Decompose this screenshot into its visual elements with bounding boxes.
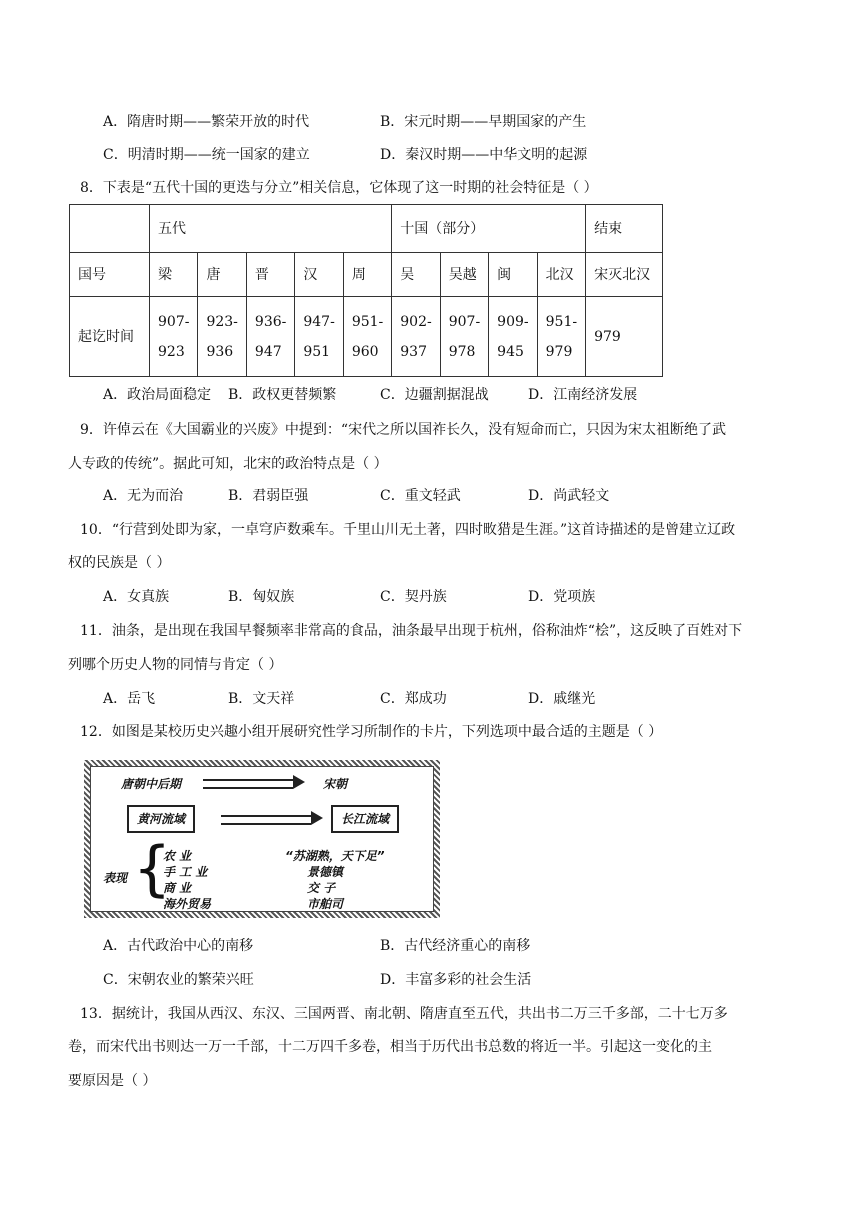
table-row-label: 起讫时间	[70, 297, 150, 377]
q10-stem-1: 10．“行营到处即为家，一卓穹庐数乘车。千里山川无土著，四时畋猎是生涯。”这首诗描述的是曾建立辽政	[80, 522, 736, 538]
card-to-period: 宋朝	[323, 777, 348, 791]
q13-stem-3: 要原因是（ ）	[68, 1073, 157, 1089]
card-fact: 交 子	[307, 881, 336, 895]
q10-option-d: D．党项族	[528, 589, 596, 605]
table-cell: 951- 979	[537, 297, 585, 377]
q10-option-b: B．匈奴族	[228, 589, 295, 605]
table-cell: 979	[586, 297, 663, 377]
q13-stem-2: 卷，而宋代出书则达一万一千部，十二万四千多卷，相当于历代出书总数的将近一半。引起这一变化的主	[68, 1039, 712, 1055]
table-cell: 907- 978	[440, 297, 488, 377]
table-cell: 936- 947	[246, 297, 294, 377]
table-cell: 汉	[295, 253, 343, 297]
q7-option-a: A．隋唐时期——繁荣开放的时代	[103, 114, 310, 130]
q11-option-c: C．郑成功	[380, 691, 447, 707]
card-fact: 市舶司	[307, 897, 344, 911]
q12-stem: 12．如图是某校历史兴趣小组开展研究性学习所制作的卡片，下列选项中最合适的主题是（ ）	[80, 724, 663, 740]
arrow-right-icon	[203, 779, 293, 789]
q7-option-d: D．秦汉时期——中华文明的起源	[380, 147, 588, 163]
table-cell: 951- 960	[343, 297, 391, 377]
card-item: 商 业	[163, 881, 192, 895]
table-cell: 吴越	[440, 253, 488, 297]
q8-option-d: D．江南经济发展	[528, 387, 638, 403]
q13-stem-1: 13．据统计，我国从西汉、东汉、三国两晋、南北朝、隋唐直至五代，共出书二万三千多部，二十七万多	[80, 1006, 728, 1022]
table-corner	[70, 205, 150, 253]
table-cell: 晋	[246, 253, 294, 297]
q9-stem-1: 9．许倬云在《大国霸业的兴废》中提到：“宋代之所以国祚长久，没有短命而亡，只因为宋太祖断绝了武	[80, 422, 727, 438]
card-fact: 景德镇	[307, 865, 344, 879]
card-to-region: 长江流域	[331, 805, 399, 833]
q11-stem-1: 11．油条，是出现在我国早餐频率非常高的食品，油条最早出现于杭州，俗称油炸“桧”，这反映了百姓对下	[80, 623, 743, 639]
q8-option-c: C．边疆割据混战	[380, 387, 489, 403]
table-cell: 902- 937	[392, 297, 440, 377]
q12-card-figure	[84, 760, 440, 918]
q11-option-d: D．戚继光	[528, 691, 596, 707]
q7-option-c: C．明清时期——统一国家的建立	[103, 147, 310, 163]
q9-stem-2: 人专政的传统”。据此可知，北宋的政治特点是（ ）	[68, 456, 388, 472]
q9-option-a: A．无为而治	[103, 488, 184, 504]
q9-option-d: D．尚武轻文	[528, 488, 610, 504]
table-cell: 吴	[392, 253, 440, 297]
table-cell: 923- 936	[198, 297, 246, 377]
table-row-label: 国号	[70, 253, 150, 297]
q12-option-c: C．宋朝农业的繁荣兴旺	[103, 972, 254, 988]
q12-option-a: A．古代政治中心的南移	[103, 938, 254, 954]
table-header-end: 结束	[586, 205, 663, 253]
card-fact: “苏湖熟，天下足”	[285, 849, 385, 863]
card-from-period: 唐朝中后期	[121, 777, 182, 791]
table-cell: 907- 923	[150, 297, 198, 377]
table-cell: 909- 945	[489, 297, 537, 377]
q9-option-c: C．重文轻武	[380, 488, 461, 504]
q11-stem-2: 列哪个历史人物的同情与肯定（ ）	[68, 657, 283, 673]
q8-stem: 8．下表是“五代十国的更迭与分立”相关信息，它体现了这一时期的社会特征是（ ）	[80, 180, 598, 196]
card-item: 海外贸易	[163, 897, 212, 911]
card-from-region: 黄河流域	[127, 805, 195, 833]
table-cell: 闽	[489, 253, 537, 297]
q12-option-b: B．古代经济重心的南移	[380, 938, 531, 954]
q9-option-b: B．君弱臣强	[228, 488, 309, 504]
q11-option-a: A．岳飞	[103, 691, 156, 707]
arrow-right-icon	[221, 815, 311, 825]
card-label: 表现	[103, 871, 128, 885]
table-cell: 周	[343, 253, 391, 297]
brace-icon: {	[133, 834, 172, 904]
table-header-shiguo: 十国（部分）	[392, 205, 586, 253]
table-cell: 北汉	[537, 253, 585, 297]
table-cell: 唐	[198, 253, 246, 297]
card-item: 农 业	[163, 849, 192, 863]
q10-stem-2: 权的民族是（ ）	[68, 555, 171, 571]
q8-option-a: A．政治局面稳定	[103, 387, 212, 403]
table-header-wudai: 五代	[150, 205, 392, 253]
q8-table	[69, 204, 663, 377]
q8-option-b: B．政权更替频繁	[228, 387, 337, 403]
table-cell: 宋灭北汉	[586, 253, 663, 297]
q12-option-d: D．丰富多彩的社会生活	[380, 972, 532, 988]
q11-option-b: B．文天祥	[228, 691, 295, 707]
q7-option-b: B．宋元时期——早期国家的产生	[380, 114, 587, 130]
card-item: 手 工 业	[163, 865, 208, 879]
table-cell: 947- 951	[295, 297, 343, 377]
q10-option-c: C．契丹族	[380, 589, 447, 605]
table-cell: 梁	[150, 253, 198, 297]
q10-option-a: A．女真族	[103, 589, 170, 605]
